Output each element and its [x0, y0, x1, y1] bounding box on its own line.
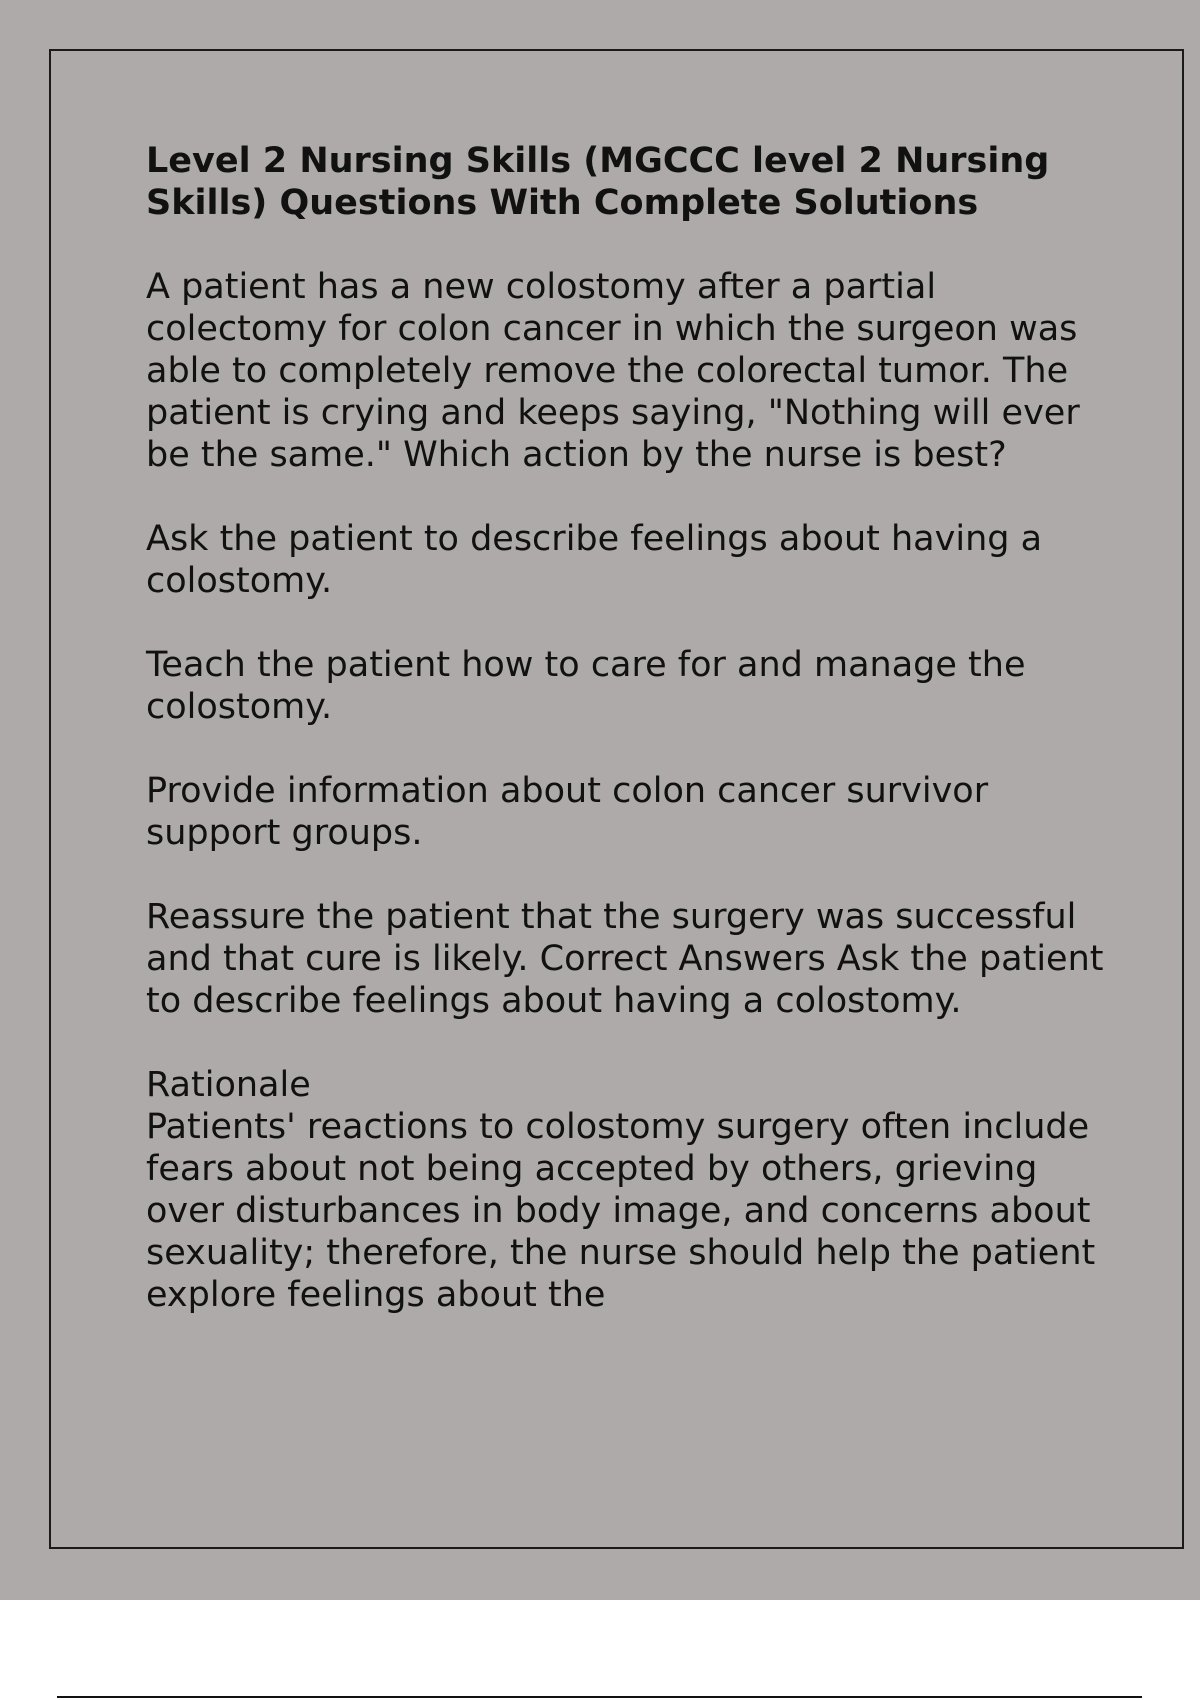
answer-option: Ask the patient to describe feelings about having a colostomy. — [146, 519, 1043, 601]
answer-option: Teach the patient how to care for and manage the colostomy. — [146, 645, 1026, 727]
answer-option: Provide information about colon cancer survivor support groups. — [146, 771, 989, 853]
rationale-text: Patients' reactions to colostomy surgery often include fears about not being accepted by others, grieving over disturbances in body image, and concerns about sexuality; therefore, the nurse should help the patient explore feelings about the — [146, 1107, 1096, 1315]
rationale-heading: Rationale — [146, 1065, 311, 1105]
question-text: A patient has a new colostomy after a partial colectomy for colon cancer in which the surgeon was able to completely remove the colorectal tumor. The patient is crying and keeps saying, "Nothing will ever be the same." Which action by the nurse is best? — [146, 267, 1080, 475]
rationale-block — [146, 1064, 1106, 1316]
answer-option-with-correct-answer: Reassure the patient that the surgery was successful and that cure is likely. Correct Answers Ask the patient to describe feelings about having a colostomy. — [146, 897, 1104, 1021]
document-body — [146, 140, 1106, 1316]
page-divider-line — [57, 1696, 1142, 1698]
document-title: Level 2 Nursing Skills (MGCCC level 2 Nursing Skills) Questions With Complete Solutions — [146, 141, 1050, 223]
